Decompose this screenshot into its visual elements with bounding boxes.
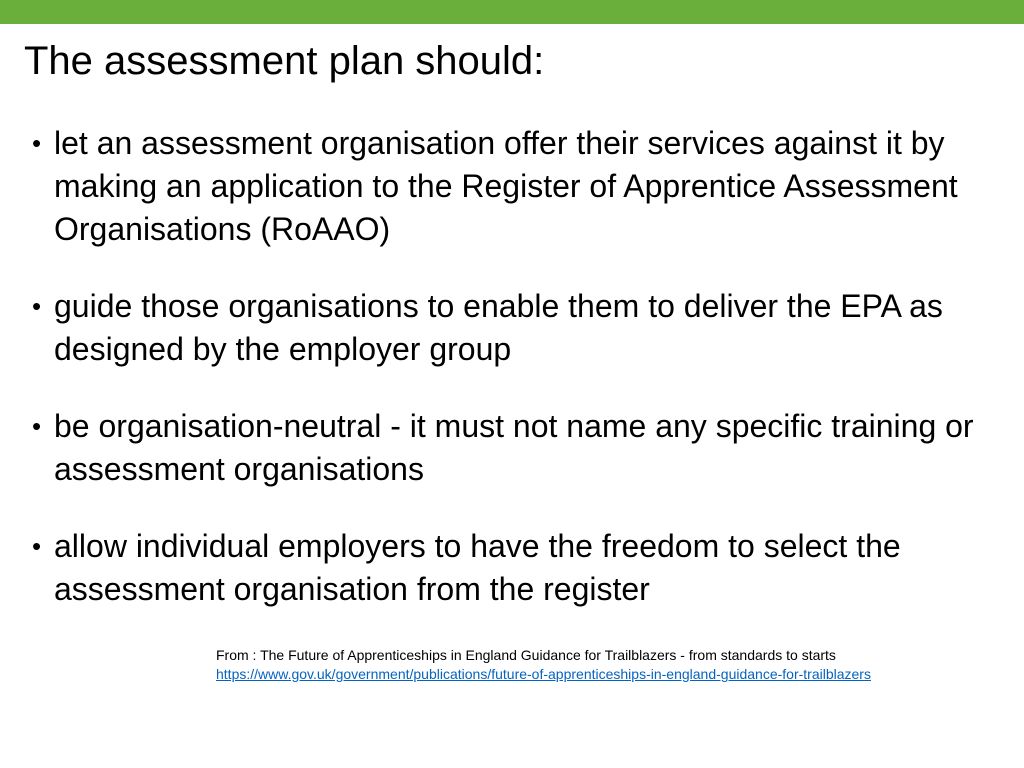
bullet-icon: • [32, 411, 42, 441]
bullet-text: guide those organisations to enable them to deliver the EPA as designed by the employer group [54, 288, 943, 367]
top-accent-bar [0, 0, 1024, 24]
slide-title: The assessment plan should: [24, 39, 545, 83]
bullet-item [24, 285, 1004, 371]
source-text: From : The Future of Apprenticeships in England Guidance for Trailblazers - from standards to starts [216, 647, 836, 663]
bullet-text: be organisation-neutral - it must not name any specific training or assessment organisations [54, 408, 974, 487]
bullet-text: allow individual employers to have the freedom to select the assessment organisation from the register [54, 528, 901, 607]
source-link[interactable]: https://www.gov.uk/government/publications/future-of-apprenticeships-in-england-guidance-for-trailblazers [216, 666, 871, 682]
bullet-icon: • [32, 531, 42, 561]
bullet-item [24, 122, 1004, 251]
source-citation [216, 646, 1006, 684]
bullet-icon: • [32, 128, 42, 158]
bullet-item [24, 525, 1004, 611]
bullet-list [24, 122, 1004, 645]
bullet-icon: • [32, 291, 42, 321]
bullet-text: let an assessment organisation offer their services against it by making an application to the Register of Apprentice Assessment Organisations (RoAAO) [54, 125, 958, 247]
bullet-item [24, 405, 1004, 491]
